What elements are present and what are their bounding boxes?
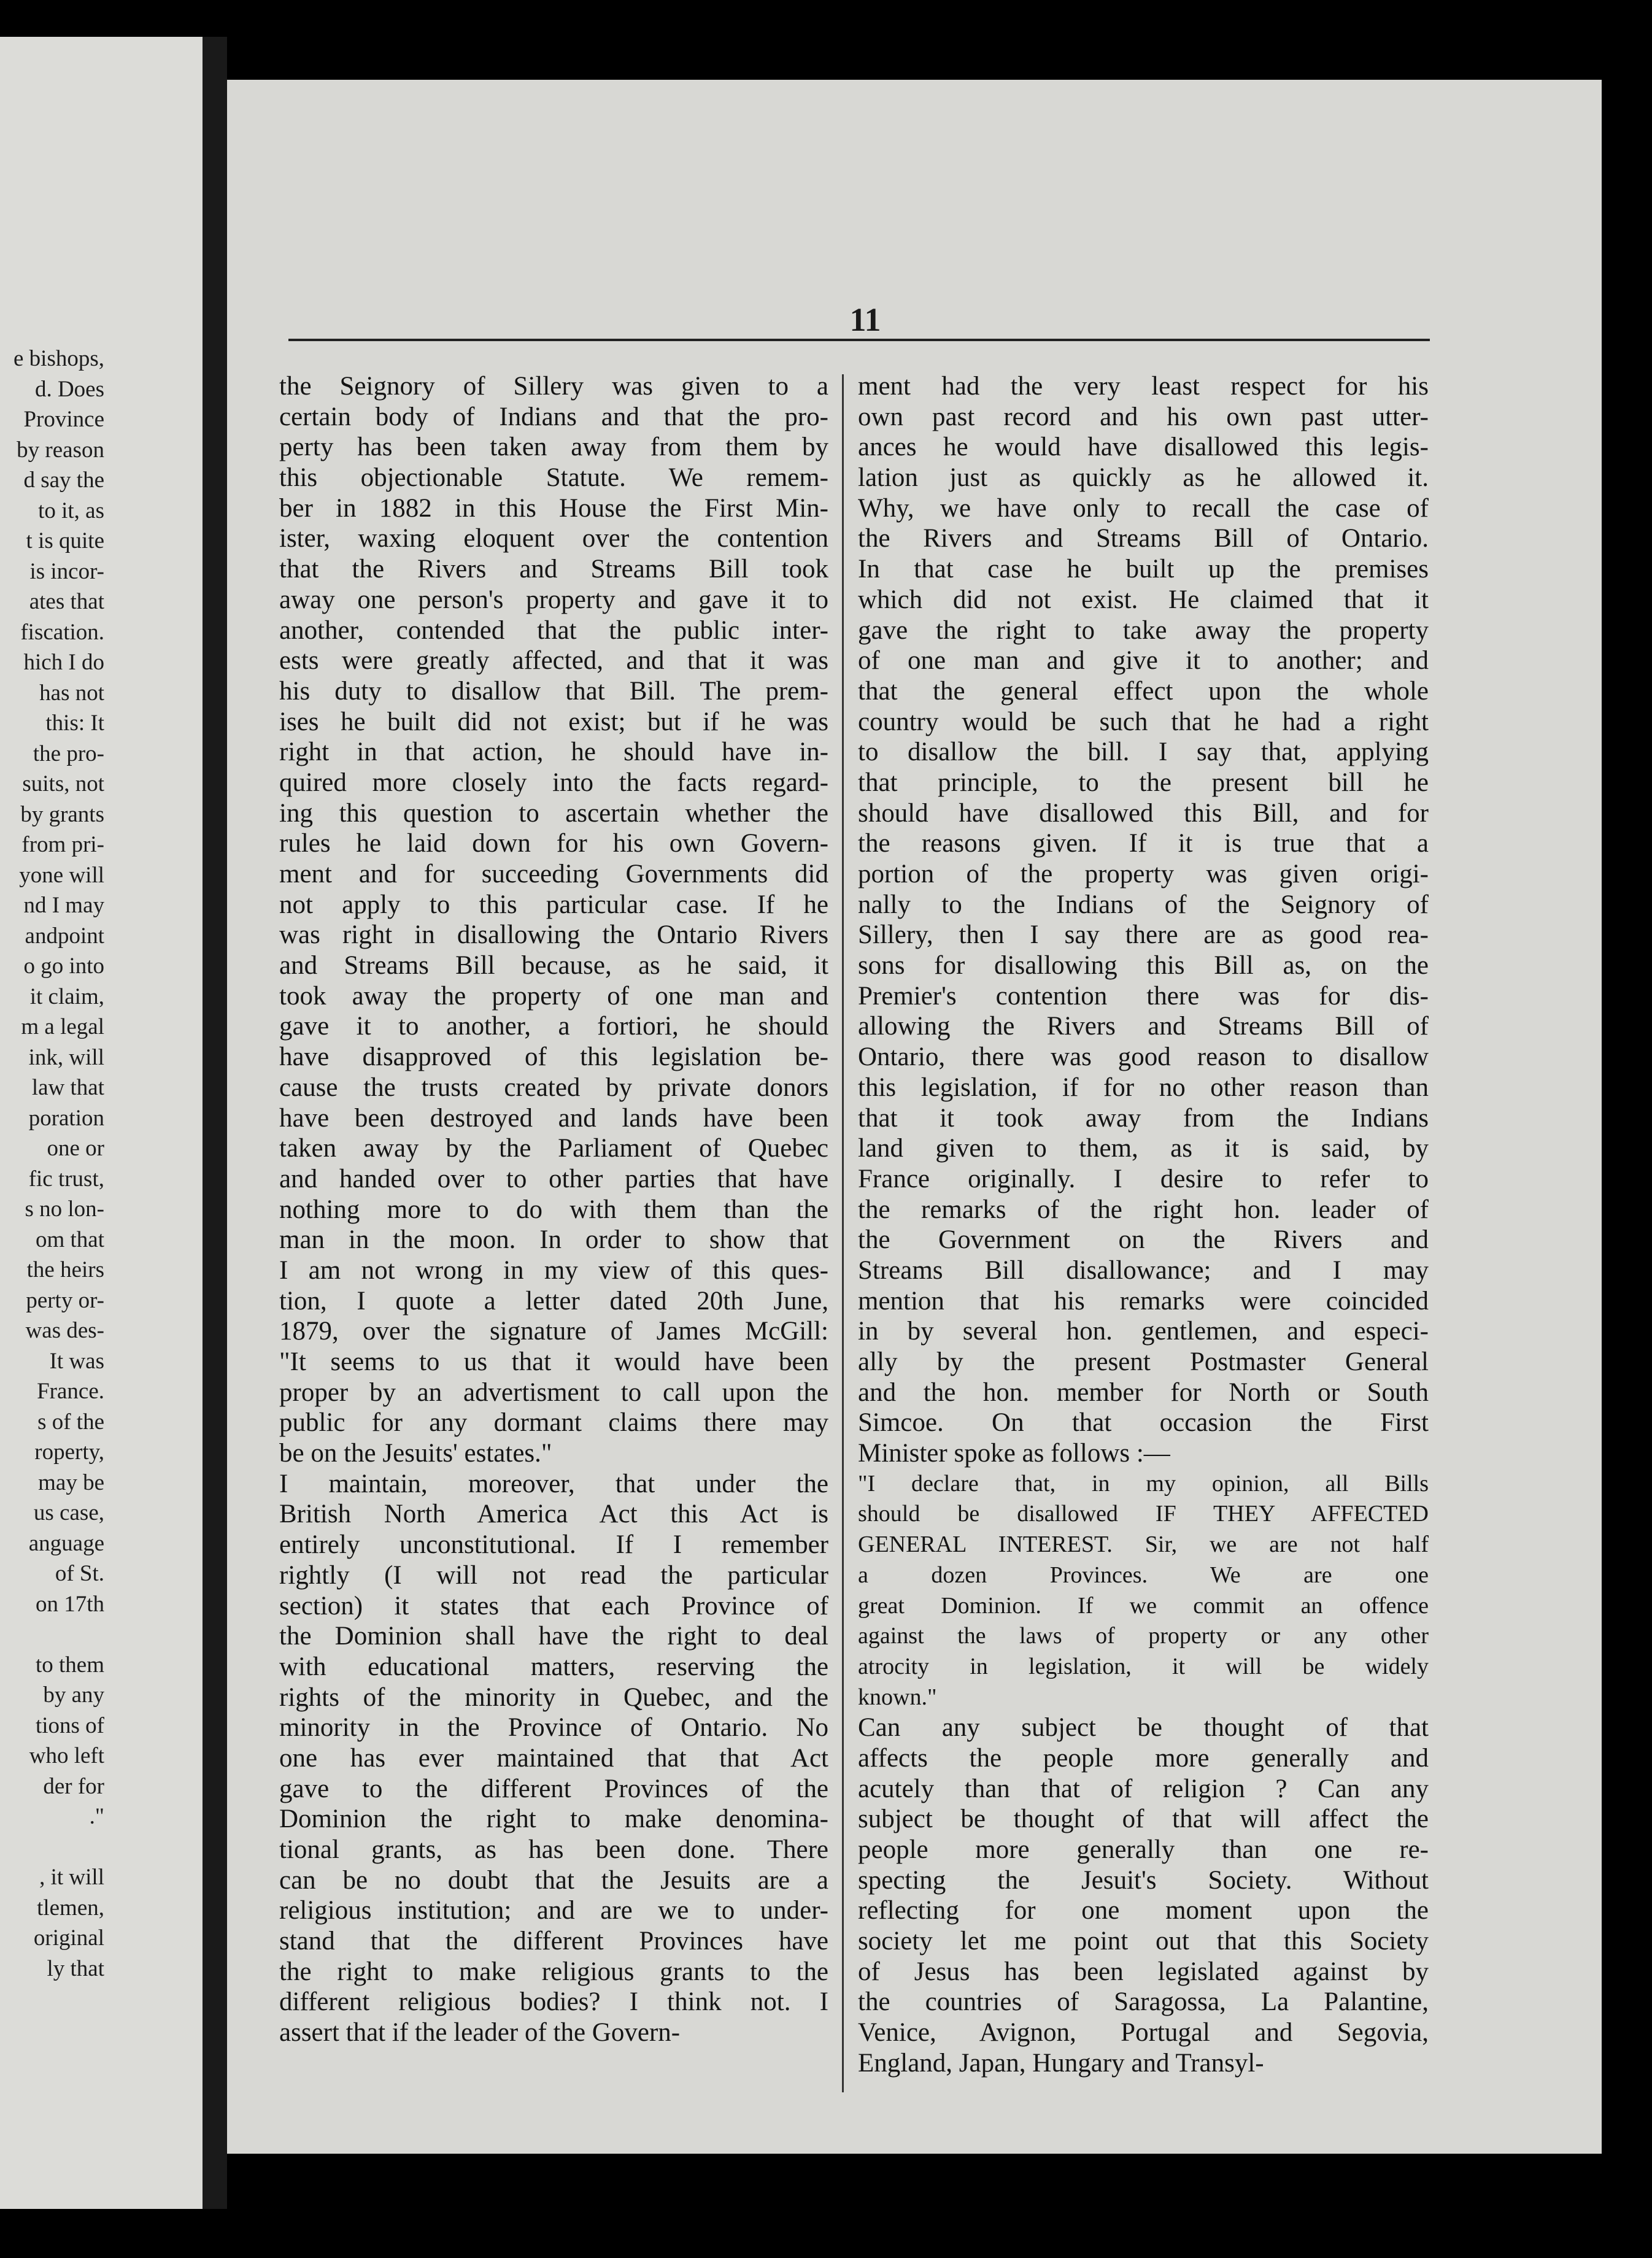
text-line: own past record and his own past utter-	[858, 402, 1429, 431]
text-line: proper by an advertisment to call upon the	[279, 1378, 828, 1407]
header-rule	[288, 339, 1430, 341]
text-line: of Jesus has been legislated against by	[858, 1957, 1429, 1986]
text-line: England, Japan, Hungary and Transyl-	[858, 2048, 1264, 2078]
text-line: the Dominion shall have the right to deal	[279, 1622, 828, 1651]
text-line: Venice, Avignon, Portugal and Segovia,	[858, 2018, 1429, 2048]
text-line: Ontario, there was good reason to disallow	[858, 1042, 1429, 1072]
text-line: cause the trusts created by private donors	[279, 1073, 828, 1102]
facing-page-line: has not	[39, 680, 104, 706]
text-line: "It seems to us that it would have been	[279, 1347, 828, 1376]
text-line: known."	[858, 1684, 937, 1710]
text-line: atrocity in legislation, it will be widely	[858, 1653, 1429, 1679]
text-column-right	[858, 371, 1429, 2079]
text-line: stand that the different Provinces have	[279, 1927, 828, 1956]
facing-page-line: ly that	[47, 1956, 104, 1981]
text-line: have disapproved of this legislation be-	[279, 1042, 828, 1072]
facing-page-line: hich I do	[23, 650, 104, 675]
facing-page-line: ."	[89, 1804, 104, 1829]
text-line: that principle, to the present bill he	[858, 768, 1429, 797]
facing-page-line: t is quite	[26, 528, 104, 553]
column-divider	[842, 374, 844, 2092]
text-line: British North America Act this Act is	[279, 1500, 828, 1529]
text-line: ment and for succeeding Governments did	[279, 860, 828, 888]
facing-page-text	[0, 344, 104, 1984]
text-line: public for any dormant claims there may	[279, 1408, 828, 1438]
text-line: this legislation, if for no other reason than	[858, 1073, 1429, 1102]
text-line: his duty to disallow that Bill. The prem-	[279, 676, 828, 706]
text-line: subject be thought of that will affect the	[858, 1805, 1429, 1834]
text-line: GENERAL INTEREST. Sir, we are not half	[858, 1532, 1429, 1558]
facing-page-line: yone will	[19, 862, 104, 888]
text-line: the remarks of the right hon. leader of	[858, 1195, 1429, 1224]
text-line: Simcoe. On that occasion the First	[858, 1408, 1429, 1438]
text-line: section) it states that each Province of	[279, 1591, 828, 1620]
text-line: sons for disallowing this Bill as, on the	[858, 951, 1429, 981]
facing-page-line: to them	[35, 1652, 104, 1678]
text-line: In that case he built up the premises	[858, 555, 1429, 584]
text-line: not apply to this particular case. If he	[279, 890, 828, 919]
text-line: country would be such that he had a right	[858, 707, 1429, 736]
text-line: and the hon. member for North or South	[858, 1378, 1429, 1407]
facing-page-line: poration	[28, 1105, 104, 1131]
facing-page-line: om that	[35, 1227, 104, 1252]
text-line: man in the moon. In order to show that	[279, 1225, 828, 1255]
text-line: a dozen Provinces. We are one	[858, 1562, 1429, 1588]
text-line: ests were greatly affected, and that it was	[279, 646, 828, 676]
facing-page-line: by reason	[17, 437, 104, 463]
text-line: this objectionable Statute. We remem-	[279, 463, 828, 493]
facing-page-line: of St.	[55, 1561, 104, 1586]
text-line: portion of the property was given origi-	[858, 860, 1429, 888]
facing-page-line: s of the	[37, 1409, 104, 1435]
text-line: tional grants, as has been done. There	[279, 1835, 828, 1864]
facing-page-line: d. Does	[34, 376, 104, 402]
facing-page-line: m a legal	[21, 1014, 104, 1039]
facing-page-line: by grants	[20, 801, 104, 827]
facing-page-line: law that	[31, 1075, 104, 1100]
facing-page-line: o go into	[23, 954, 104, 979]
text-line: Minister spoke as follows :—	[858, 1439, 1170, 1468]
facing-page-line: one or	[47, 1136, 104, 1161]
text-line: took away the property of one man and	[279, 981, 828, 1011]
facing-page-line: nd I may	[23, 893, 104, 918]
text-line: ment had the very least respect for his	[858, 372, 1429, 401]
text-line: should have disallowed this Bill, and for	[858, 798, 1429, 828]
text-line: mention that his remarks were coincided	[858, 1286, 1429, 1316]
facing-page-line: fiscation.	[20, 619, 104, 645]
text-line: I am not wrong in my view of this ques-	[279, 1255, 828, 1285]
text-line: ber in 1882 in this House the First Min-	[279, 493, 828, 523]
facing-page-line: ink, will	[28, 1044, 104, 1070]
text-line: 1879, over the signature of James McGill:	[279, 1317, 828, 1346]
text-line: "I declare that, in my opinion, all Bills	[858, 1470, 1429, 1497]
text-line: in by several hon. gentlemen, and especi-	[858, 1317, 1429, 1346]
facing-page-line: anguage	[28, 1530, 104, 1556]
text-line: another, contended that the public inter-	[279, 615, 828, 645]
facing-page-line: on 17th	[35, 1591, 104, 1617]
text-line: Dominion the right to make denomina-	[279, 1805, 828, 1834]
text-line: Sillery, then I say there are as good rea-	[858, 920, 1429, 950]
text-line: of one man and give it to another; and	[858, 646, 1429, 676]
text-line: taken away by the Parliament of Quebec	[279, 1134, 828, 1163]
text-line: should be disallowed IF THEY AFFECTED	[858, 1501, 1429, 1527]
text-line: entirely unconstitutional. If I remember	[279, 1530, 828, 1560]
text-line: allowing the Rivers and Streams Bill of	[858, 1012, 1429, 1041]
facing-page-line: roperty,	[34, 1439, 104, 1465]
facing-page-line: was des-	[25, 1318, 104, 1343]
text-line: nally to the Indians of the Seignory of	[858, 890, 1429, 919]
text-line: great Dominion. If we commit an offence	[858, 1592, 1429, 1619]
text-line: against the laws of property or any other	[858, 1623, 1429, 1649]
text-line: the countries of Saragossa, La Palantine,	[858, 1987, 1429, 2017]
text-line: gave to the different Provinces of the	[279, 1774, 828, 1803]
text-line: society let me point out that this Society	[858, 1927, 1429, 1956]
text-line: perty has been taken away from them by	[279, 433, 828, 462]
text-line: Why, we have only to recall the case of	[858, 493, 1429, 523]
facing-page-line	[0, 1619, 104, 1650]
text-line: with educational matters, reserving the	[279, 1652, 828, 1681]
text-line: away one person's property and gave it to	[279, 585, 828, 614]
text-line: France originally. I desire to refer to	[858, 1164, 1429, 1193]
text-line: was right in disallowing the Ontario Rivers	[279, 920, 828, 950]
facing-page-line: the pro-	[33, 741, 104, 766]
text-line: gave it to another, a fortiori, he should	[279, 1012, 828, 1041]
text-line: I maintain, moreover, that under the	[279, 1469, 828, 1498]
text-line: people more generally than one re-	[858, 1835, 1429, 1864]
text-line: be on the Jesuits' estates."	[279, 1439, 552, 1468]
text-line: gave the right to take away the property	[858, 615, 1429, 645]
facing-page-line	[0, 1832, 104, 1863]
facing-page-line: tions of	[35, 1713, 104, 1738]
text-line: that the general effect upon the whole	[858, 676, 1429, 706]
facing-page-line: ates that	[29, 589, 104, 614]
text-line: and Streams Bill because, as he said, it	[279, 951, 828, 981]
facing-page-line: fic trust,	[28, 1166, 104, 1192]
facing-page-line: Province	[23, 407, 104, 432]
text-line: minority in the Province of Ontario. No	[279, 1713, 828, 1743]
text-line: rights of the minority in Quebec, and the	[279, 1682, 828, 1712]
text-line: ister, waxing eloquent over the contention	[279, 524, 828, 553]
text-line: different religious bodies? I think not. I	[279, 1987, 828, 2017]
text-line: have been destroyed and lands have been	[279, 1103, 828, 1133]
facing-page-line: der for	[43, 1773, 104, 1799]
text-line: which did not exist. He claimed that it	[858, 585, 1429, 614]
facing-page-line: s no lon-	[25, 1196, 104, 1222]
facing-page-line: this: It	[45, 711, 104, 736]
text-line: land given to them, as it is said, by	[858, 1134, 1429, 1163]
facing-page-line: may be	[38, 1470, 104, 1495]
text-line: the Government on the Rivers and	[858, 1225, 1429, 1255]
text-line: can be no doubt that the Jesuits are a	[279, 1865, 828, 1895]
text-line: the Rivers and Streams Bill of Ontario.	[858, 524, 1429, 553]
text-line: the Seignory of Sillery was given to a	[279, 372, 828, 401]
text-line: affects the people more generally and	[858, 1743, 1429, 1773]
book-gutter	[203, 37, 227, 2209]
facing-page-line: from pri-	[21, 832, 104, 857]
facing-page-line: It was	[49, 1348, 104, 1374]
text-line: one has ever maintained that that Act	[279, 1743, 828, 1773]
text-column-left	[279, 371, 828, 2048]
facing-page-line: by any	[43, 1682, 104, 1708]
scan-border	[0, 2209, 1652, 2258]
text-line: ances he would have disallowed this legis-	[858, 433, 1429, 462]
facing-page-line: e bishops,	[14, 346, 104, 371]
text-line: Premier's contention there was for dis-	[858, 981, 1429, 1011]
facing-page-line: it claim,	[29, 984, 104, 1009]
facing-page-line: d say the	[23, 468, 104, 493]
text-line: rightly (I will not read the particular	[279, 1560, 828, 1590]
text-line: the reasons given. If it is true that a	[858, 829, 1429, 858]
facing-page-line: to it, as	[38, 498, 104, 523]
text-line: Can any subject be thought of that	[858, 1713, 1429, 1743]
text-line: nothing more to do with them than the	[279, 1195, 828, 1224]
facing-page-line: who left	[29, 1743, 104, 1768]
text-line: specting the Jesuit's Society. Without	[858, 1865, 1429, 1895]
text-line: tion, I quote a letter dated 20th June,	[279, 1286, 828, 1316]
text-line: assert that if the leader of the Govern-	[279, 2018, 681, 2048]
text-line: acutely than that of religion ? Can any	[858, 1774, 1429, 1803]
text-line: rules he laid down for his own Govern-	[279, 829, 828, 858]
text-line: quired more closely into the facts regard-	[279, 768, 828, 797]
facing-page-line: , it will	[39, 1865, 104, 1890]
text-line: Streams Bill disallowance; and I may	[858, 1255, 1429, 1285]
text-line: religious institution; and are we to under-	[279, 1896, 828, 1925]
text-line: ally by the present Postmaster General	[858, 1347, 1429, 1376]
text-line: to disallow the bill. I say that, applying	[858, 738, 1429, 767]
page-number: 11	[849, 301, 881, 338]
text-line: ing this question to ascertain whether the	[279, 798, 828, 828]
facing-page-line: andpoint	[25, 923, 104, 949]
facing-page-line: France.	[37, 1379, 104, 1404]
text-line: ises he built did not exist; but if he was	[279, 707, 828, 736]
text-line: that the Rivers and Streams Bill took	[279, 555, 828, 584]
facing-page-line: original	[33, 1925, 104, 1951]
facing-page-line: is incor-	[29, 558, 104, 584]
facing-page-line: us case,	[33, 1500, 104, 1525]
text-line: that it took away from the Indians	[858, 1103, 1429, 1133]
text-line: and handed over to other parties that have	[279, 1164, 828, 1193]
facing-page-line: suits, not	[22, 771, 104, 796]
text-line: the right to make religious grants to the	[279, 1957, 828, 1986]
text-line: certain body of Indians and that the pro-	[279, 402, 828, 431]
facing-page-fragment	[0, 37, 203, 2209]
facing-page-line: perty or-	[26, 1287, 104, 1313]
facing-page-line: the heirs	[26, 1257, 104, 1282]
facing-page-line: tlemen,	[37, 1895, 104, 1921]
text-line: lation just as quickly as he allowed it.	[858, 463, 1429, 493]
text-line: right in that action, he should have in-	[279, 738, 828, 767]
text-line: reflecting for one moment upon the	[858, 1896, 1429, 1925]
